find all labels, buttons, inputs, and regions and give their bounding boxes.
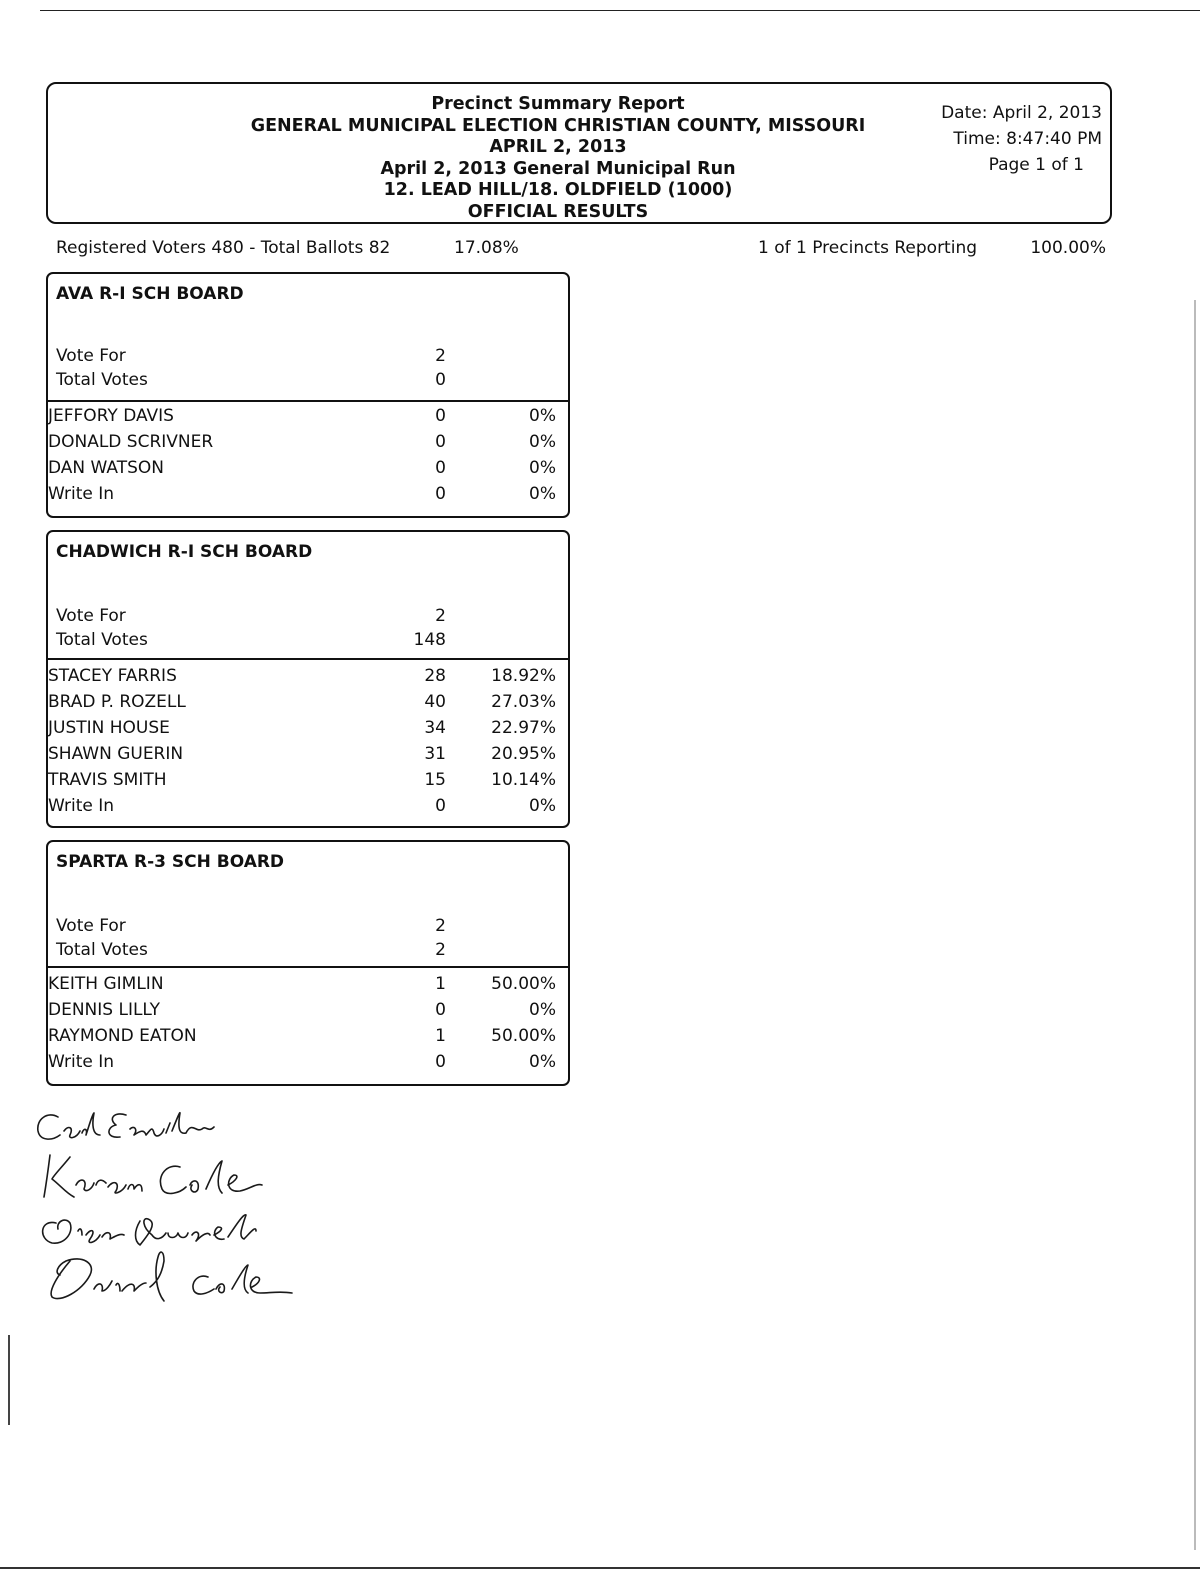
candidate-percent: 10.14% bbox=[491, 770, 556, 790]
total-votes-value: 0 bbox=[435, 370, 446, 390]
candidate-percent: 0% bbox=[529, 484, 556, 504]
turnout-percent: 17.08% bbox=[454, 238, 519, 258]
candidate-row bbox=[48, 770, 556, 796]
contest-title: SPARTA R-3 SCH BOARD bbox=[56, 852, 285, 872]
candidate-name: DAN WATSON bbox=[48, 458, 165, 478]
candidate-name: STACEY FARRIS bbox=[48, 666, 177, 686]
candidate-row bbox=[48, 1026, 556, 1052]
report-time: Time: 8:47:40 PM bbox=[953, 129, 1102, 149]
candidate-votes: 1 bbox=[435, 974, 446, 994]
contest-box bbox=[46, 840, 570, 1086]
candidate-name: Write In bbox=[48, 796, 115, 816]
scan-right-edge bbox=[1194, 300, 1196, 1550]
candidate-name: JUSTIN HOUSE bbox=[48, 718, 170, 738]
candidate-percent: 18.92% bbox=[491, 666, 556, 686]
candidate-votes: 1 bbox=[435, 1026, 446, 1046]
vote-for-row bbox=[56, 916, 446, 940]
candidate-name: SHAWN GUERIN bbox=[48, 744, 184, 764]
contest-box bbox=[46, 272, 570, 518]
candidate-percent: 0% bbox=[529, 796, 556, 816]
vote-for-value: 2 bbox=[435, 606, 446, 626]
candidate-row bbox=[48, 406, 556, 432]
signature-lisa-russell bbox=[43, 1215, 256, 1245]
candidate-name: BRAD P. ROZELL bbox=[48, 692, 186, 712]
candidate-name: Write In bbox=[48, 484, 115, 504]
candidate-votes: 0 bbox=[435, 406, 446, 426]
vote-for-row bbox=[56, 346, 446, 370]
election-name: GENERAL MUNICIPAL ELECTION CHRISTIAN COUNTY, MISSOURI bbox=[250, 115, 866, 136]
total-votes-value: 148 bbox=[413, 630, 446, 650]
signature-david-cole bbox=[51, 1252, 292, 1301]
vote-for-row bbox=[56, 606, 446, 630]
signature-karen-cole bbox=[44, 1155, 262, 1197]
candidate-name: DENNIS LILLY bbox=[48, 1000, 161, 1020]
candidate-row bbox=[48, 1052, 556, 1078]
contest-divider bbox=[48, 966, 568, 968]
candidate-name: KEITH GIMLIN bbox=[48, 974, 164, 994]
vote-for-label: Vote For bbox=[56, 606, 126, 626]
results-status: OFFICIAL RESULTS bbox=[467, 201, 649, 222]
candidate-row bbox=[48, 432, 556, 458]
candidate-percent: 0% bbox=[529, 406, 556, 426]
candidate-votes: 28 bbox=[424, 666, 446, 686]
candidate-percent: 22.97% bbox=[491, 718, 556, 738]
candidate-name: TRAVIS SMITH bbox=[48, 770, 167, 790]
contest-divider bbox=[48, 658, 568, 660]
candidate-row bbox=[48, 458, 556, 484]
precinct-name: 12. LEAD HILL/18. OLDFIELD (1000) bbox=[383, 180, 733, 200]
election-date: APRIL 2, 2013 bbox=[489, 137, 627, 157]
candidate-row bbox=[48, 974, 556, 1000]
candidate-votes: 34 bbox=[424, 718, 446, 738]
candidate-percent: 0% bbox=[529, 1000, 556, 1020]
report-meta bbox=[941, 100, 1102, 178]
scan-left-mark bbox=[8, 1335, 10, 1425]
total-votes-label: Total Votes bbox=[56, 940, 148, 960]
run-name: April 2, 2013 General Municipal Run bbox=[380, 158, 736, 179]
candidate-votes: 0 bbox=[435, 432, 446, 452]
candidate-name: JEFFORY DAVIS bbox=[48, 406, 174, 426]
candidate-percent: 0% bbox=[529, 432, 556, 452]
turnout-summary bbox=[56, 238, 1106, 262]
signature-carl-esseith bbox=[38, 1113, 214, 1139]
candidate-name: DONALD SCRIVNER bbox=[48, 432, 214, 452]
vote-for-value: 2 bbox=[435, 916, 446, 936]
contest-title: CHADWICH R-I SCH BOARD bbox=[56, 542, 313, 562]
registered-voters: Registered Voters 480 - Total Ballots 82 bbox=[56, 238, 391, 258]
report-title-block bbox=[48, 94, 1068, 223]
candidate-votes: 0 bbox=[435, 484, 446, 504]
candidate-percent: 0% bbox=[529, 458, 556, 478]
page-number: Page 1 of 1 bbox=[988, 155, 1084, 175]
precincts-reporting: 1 of 1 Precincts Reporting bbox=[758, 238, 978, 258]
candidate-row bbox=[48, 744, 556, 770]
total-votes-value: 2 bbox=[435, 940, 446, 960]
candidate-row bbox=[48, 1000, 556, 1026]
candidate-percent: 50.00% bbox=[491, 1026, 556, 1046]
candidate-row bbox=[48, 484, 556, 510]
candidate-votes: 0 bbox=[435, 458, 446, 478]
candidate-percent: 20.95% bbox=[491, 744, 556, 764]
contest-title: AVA R-I SCH BOARD bbox=[56, 284, 244, 304]
candidate-votes: 0 bbox=[435, 1052, 446, 1072]
scan-top-edge bbox=[40, 0, 1200, 11]
report-header bbox=[46, 82, 1112, 224]
total-votes-row bbox=[56, 940, 446, 964]
candidate-row bbox=[48, 718, 556, 744]
candidate-votes: 31 bbox=[424, 744, 446, 764]
candidate-votes: 0 bbox=[435, 796, 446, 816]
candidate-row bbox=[48, 692, 556, 718]
total-votes-row bbox=[56, 370, 446, 394]
candidate-name: Write In bbox=[48, 1052, 115, 1072]
candidate-percent: 27.03% bbox=[491, 692, 556, 712]
candidate-votes: 0 bbox=[435, 1000, 446, 1020]
vote-for-value: 2 bbox=[435, 346, 446, 366]
candidate-votes: 40 bbox=[424, 692, 446, 712]
candidate-name: RAYMOND EATON bbox=[48, 1026, 197, 1046]
candidate-votes: 15 bbox=[424, 770, 446, 790]
contest-divider bbox=[48, 400, 568, 402]
candidate-row bbox=[48, 666, 556, 692]
scan-bottom-edge bbox=[0, 1567, 1200, 1569]
candidate-percent: 0% bbox=[529, 1052, 556, 1072]
report-date: Date: April 2, 2013 bbox=[941, 103, 1102, 123]
total-votes-row bbox=[56, 630, 446, 654]
contest-box bbox=[46, 530, 570, 828]
total-votes-label: Total Votes bbox=[56, 630, 148, 650]
precincts-reporting-percent: 100.00% bbox=[1030, 238, 1106, 258]
report-title: Precinct Summary Report bbox=[431, 94, 685, 114]
candidate-row bbox=[48, 796, 556, 822]
vote-for-label: Vote For bbox=[56, 346, 126, 366]
candidate-percent: 50.00% bbox=[491, 974, 556, 994]
vote-for-label: Vote For bbox=[56, 916, 126, 936]
signature-block bbox=[30, 1105, 320, 1305]
total-votes-label: Total Votes bbox=[56, 370, 148, 390]
